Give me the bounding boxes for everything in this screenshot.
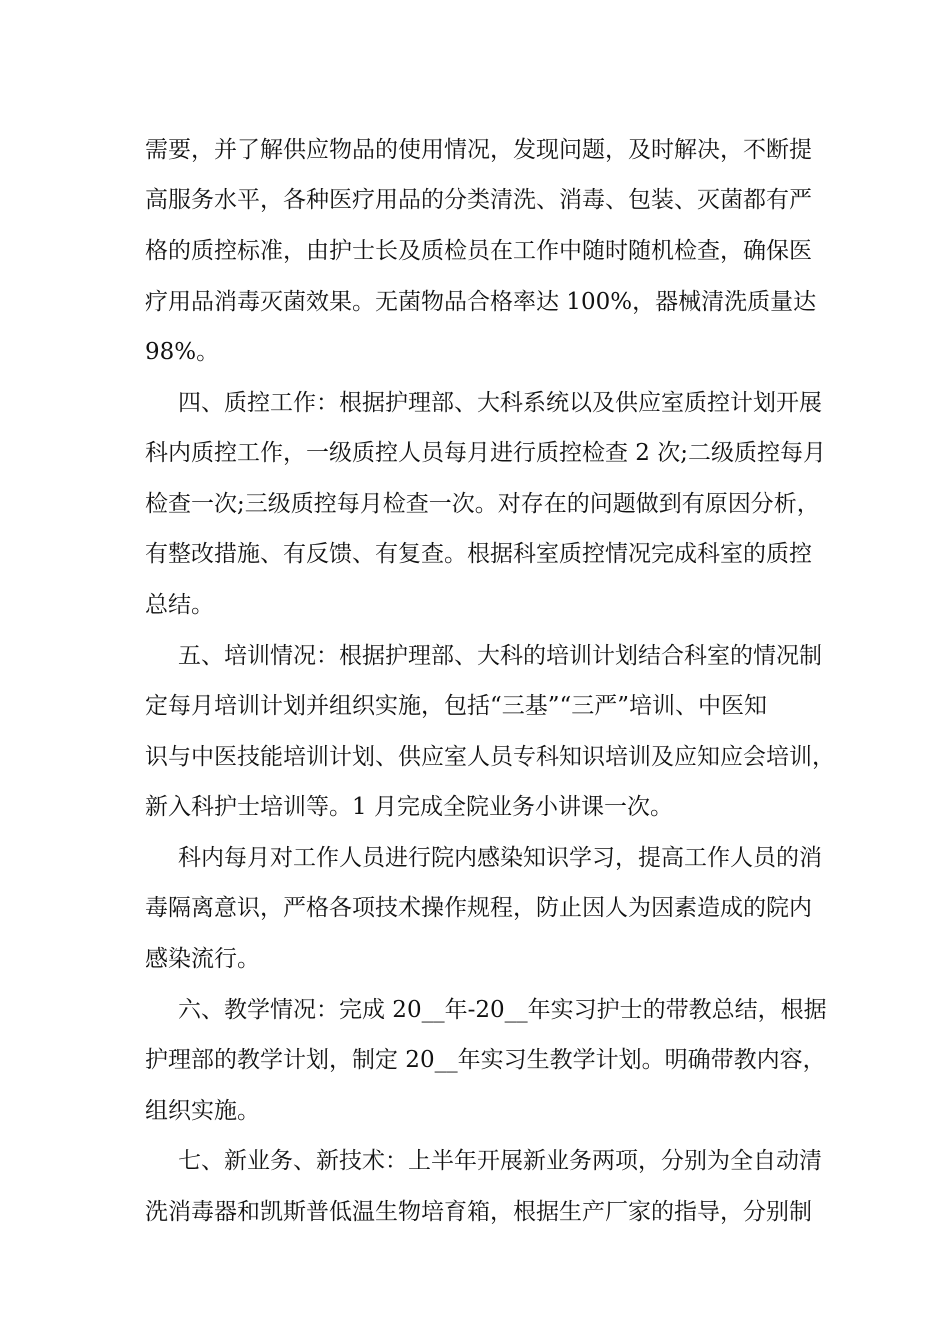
text-line: 识与中医技能培训计划、供应室人员专科知识培训及应知应会培训， [145, 744, 835, 770]
text-line: 洗消毒器和凯斯普低温生物培育箱，根据生产厂家的指导，分别制 [145, 1199, 812, 1225]
text-line: 总结。 [145, 592, 214, 618]
text-line: 需要，并了解供应物品的使用情况，发现问题，及时解决，不断提 [145, 137, 812, 163]
text-line: 定每月培训计划并组织实施，包括“三基”“三严”培训、中医知 [145, 693, 768, 719]
section-heading-line: 六、教学情况：完成 20__年-20__年实习护士的带教总结，根据 [178, 997, 827, 1023]
text-line: 新入科护士培训等。1 月完成全院业务小讲课一次。 [145, 794, 673, 820]
section-heading-line: 四、质控工作：根据护理部、大科系统以及供应室质控计划开展 [178, 390, 822, 416]
text-line: 有整改措施、有反馈、有复查。根据科室质控情况完成科室的质控 [145, 541, 812, 567]
text-line: 检查一次;三级质控每月检查一次。对存在的问题做到有原因分析， [145, 491, 820, 517]
section-heading-line: 七、新业务、新技术：上半年开展新业务两项，分别为全自动清 [178, 1148, 822, 1174]
text-line: 感染流行。 [145, 946, 260, 972]
text-line: 护理部的教学计划，制定 20__年实习生教学计划。明确带教内容， [145, 1047, 826, 1073]
text-line: 组织实施。 [145, 1098, 260, 1124]
text-line: 格的质控标准，由护士长及质检员在工作中随时随机检查，确保医 [145, 238, 812, 264]
text-line: 疗用品消毒灭菌效果。无菌物品合格率达 100%，器械清洗质量达 [145, 289, 817, 315]
text-line: 98%。 [145, 339, 220, 365]
text-line: 高服务水平，各种医疗用品的分类清洗、消毒、包装、灭菌都有严 [145, 187, 812, 213]
section-heading-line: 五、培训情况：根据护理部、大科的培训计划结合科室的情况制 [178, 643, 822, 669]
paragraph-first-line: 科内每月对工作人员进行院内感染知识学习，提高工作人员的消 [178, 845, 822, 871]
text-line: 毒隔离意识，严格各项技术操作规程，防止因人为因素造成的院内 [145, 895, 812, 921]
text-line: 科内质控工作，一级质控人员每月进行质控检查 2 次;二级质控每月 [145, 440, 827, 466]
